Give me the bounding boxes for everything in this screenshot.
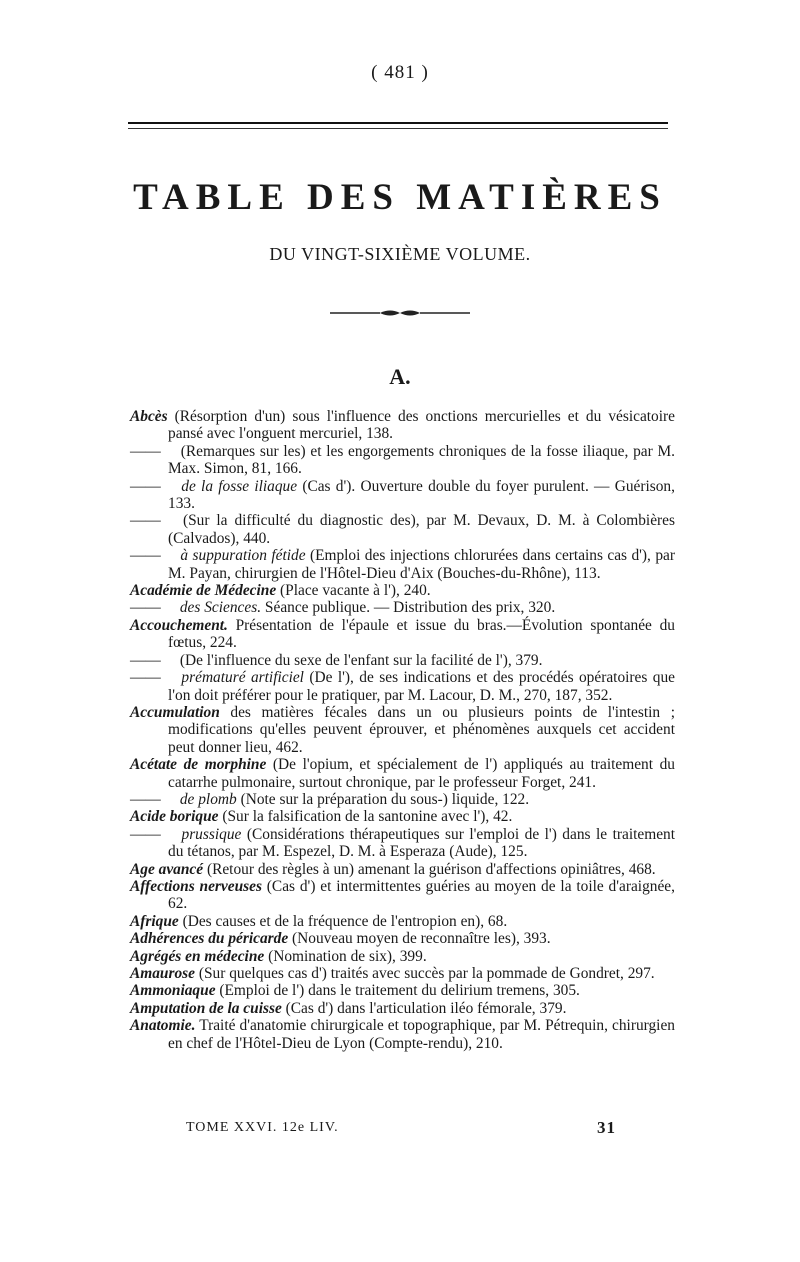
entry-text: (Des causes et de la fréquence de l'entropion en), 68. — [182, 912, 508, 930]
index-entry — [130, 965, 675, 982]
entry-text: (Sur quelques cas d') traités avec succès par la pommade de Gondret, 297. — [198, 965, 655, 982]
index-entry — [130, 408, 675, 443]
index-entry — [130, 930, 675, 947]
entry-subheading: de la fosse iliaque — [181, 477, 298, 495]
entry-text: (Cas d') dans l'articulation iléo fémorale, 379. — [285, 999, 567, 1017]
entry-ditto-dash: —— — [130, 825, 161, 843]
top-rule — [128, 122, 668, 124]
footer-signature: TOME XXVI. 12e LIV. — [186, 1120, 339, 1135]
entry-heading: Age avancé — [130, 860, 204, 878]
entry-heading: Affections nerveuses — [130, 877, 262, 895]
entry-ditto-dash: —— — [130, 669, 161, 687]
entry-heading: Académie de Médecine — [130, 582, 277, 600]
entry-text: (De l'opium, et spécialement de l') appliqués au traitement du catarrhe pulmonaire, surtout chronique, par le professeur Forget, 241. — [168, 756, 675, 791]
entry-text: (Nouveau moyen de reconnaître les), 393. — [292, 930, 551, 948]
index-entry — [130, 791, 675, 808]
entry-text: (Retour des règles à un) amenant la guérison d'affections opiniâtres, 468. — [206, 860, 656, 878]
index-entry — [130, 756, 675, 791]
index-entry — [130, 826, 675, 861]
index-entry — [130, 512, 675, 547]
entry-ditto-dash: —— — [130, 651, 161, 669]
entry-text: (Résorption d'un) sous l'influence des onctions mercurielles et du vésicatoire pansé avec l'onguent mercuriel, 138. — [168, 408, 675, 443]
entry-ditto-dash: —— — [130, 512, 161, 530]
entry-heading: Abcès — [130, 408, 168, 425]
entry-text: (De l'influence du sexe de l'enfant sur la facilité de l'), 379. — [179, 651, 543, 669]
entry-heading: Ammoniaque — [130, 982, 216, 1000]
entry-text: des matières fécales dans un ou plusieurs points de l'intestin ; modifications qu'elles peuvent éprouver, et phénomènes auxquels cet accident peut donner lieu, 462. — [168, 703, 675, 756]
entry-heading: Accumulation — [130, 703, 220, 721]
index-entry — [130, 1000, 675, 1017]
entry-text: Séance publique. — Distribution des prix, 320. — [264, 599, 556, 617]
entry-text: (Nomination de six), 399. — [268, 947, 427, 965]
entry-subheading: prussique — [181, 825, 242, 843]
entry-ditto-dash: —— — [130, 790, 161, 808]
index-entry — [130, 982, 675, 999]
footer-number: 31 — [597, 1118, 616, 1137]
entry-ditto-dash: —— — [130, 477, 161, 495]
index-entry — [130, 547, 675, 582]
index-entry — [130, 704, 675, 756]
index-entry — [130, 861, 675, 878]
entry-text: (Place vacante à l'), 240. — [280, 582, 431, 600]
index-entry — [130, 443, 675, 478]
entry-subheading: des Sciences. — [179, 599, 262, 617]
index-entry — [130, 948, 675, 965]
entry-heading: Amaurose — [130, 965, 195, 982]
index-entry — [130, 1017, 675, 1052]
entry-heading: Acétate de morphine — [130, 756, 267, 774]
entry-text: (Sur la falsification de la santonine avec l'), 42. — [222, 808, 513, 826]
entry-text: (Considérations thérapeutiques sur l'emploi de l') dans le traitement du tétanos, par M. Espezel, D. M. à Esperaza (Aude), 125. — [168, 825, 675, 861]
index-entry — [130, 913, 675, 930]
entry-subheading: prématuré artificiel — [181, 669, 304, 687]
entry-text: Traité d'anatomie chirurgicale et topographique, par M. Pétrequin, chirurgien en chef de l'Hôtel-Dieu de Lyon (Compte-rendu), 210. — [168, 1017, 675, 1052]
entry-text: (Remarques sur les) et les engorgements chroniques de la fosse iliaque, par M. Max. Simon, 81, 166. — [168, 442, 675, 478]
entry-text: (Emploi des injections chlorurées dans certains cas d'), par M. Payan, chirurgien de l'Hôtel-Dieu d'Aix (Bouches-du-Rhône), 113. — [168, 547, 675, 582]
entry-ditto-dash: —— — [130, 599, 161, 617]
entry-heading: Amputation de la cuisse — [130, 999, 282, 1017]
entry-text: (Cas d'). Ouverture double du foyer purulent. — Guérison, 133. — [168, 477, 675, 513]
entry-subheading: de plomb — [179, 790, 237, 808]
page-subtitle: DU VINGT-SIXIÈME VOLUME. — [269, 244, 531, 264]
section-letter: A. — [389, 364, 411, 389]
entry-heading: Agrégés en médecine — [130, 947, 265, 965]
index-entry — [130, 669, 675, 704]
page-title: TABLE DES MATIÈRES — [133, 177, 667, 218]
index-entry — [130, 478, 675, 513]
index-entry — [130, 652, 675, 669]
entry-heading: Acide borique — [130, 808, 219, 826]
index-entry — [130, 617, 675, 652]
index-entry — [130, 878, 675, 913]
index-entry — [130, 808, 675, 825]
entry-ditto-dash: —— — [130, 547, 161, 565]
entry-text: (Note sur la préparation du sous-) liquide, 122. — [240, 790, 530, 808]
entry-text: (De l'), de ses indications et des procédés opératoires que l'on doit préférer pour le pratiquer, par M. Lacour, D. M., 270, 187, 352. — [168, 669, 675, 704]
entry-text: (Cas d') et intermittentes guéries au moyen de la toile d'araignée, 62. — [168, 877, 675, 913]
entry-heading: Adhérences du péricarde — [130, 930, 289, 948]
entry-heading: Accouchement. — [130, 616, 228, 634]
entry-heading: Anatomie. — [130, 1017, 196, 1035]
entry-ditto-dash: —— — [130, 442, 161, 460]
index-entry — [130, 582, 675, 599]
index-entry — [130, 599, 675, 616]
entry-heading: Afrique — [130, 912, 179, 930]
entry-subheading: à suppuration fétide — [180, 547, 306, 565]
page-number: ( 481 ) — [371, 62, 429, 83]
top-rule-thin — [128, 128, 668, 129]
ornament-divider-icon — [330, 308, 470, 318]
index-entries — [130, 408, 675, 1052]
entry-text: (Sur la difficulté du diagnostic des), par M. Devaux, D. M. à Colombières (Calvados), 440. — [168, 512, 675, 547]
entry-text: (Emploi de l') dans le traitement du delirium tremens, 305. — [219, 982, 580, 1000]
entry-text: Présentation de l'épaule et issue du bras.—Évolution spontanée du fœtus, 224. — [168, 616, 675, 652]
